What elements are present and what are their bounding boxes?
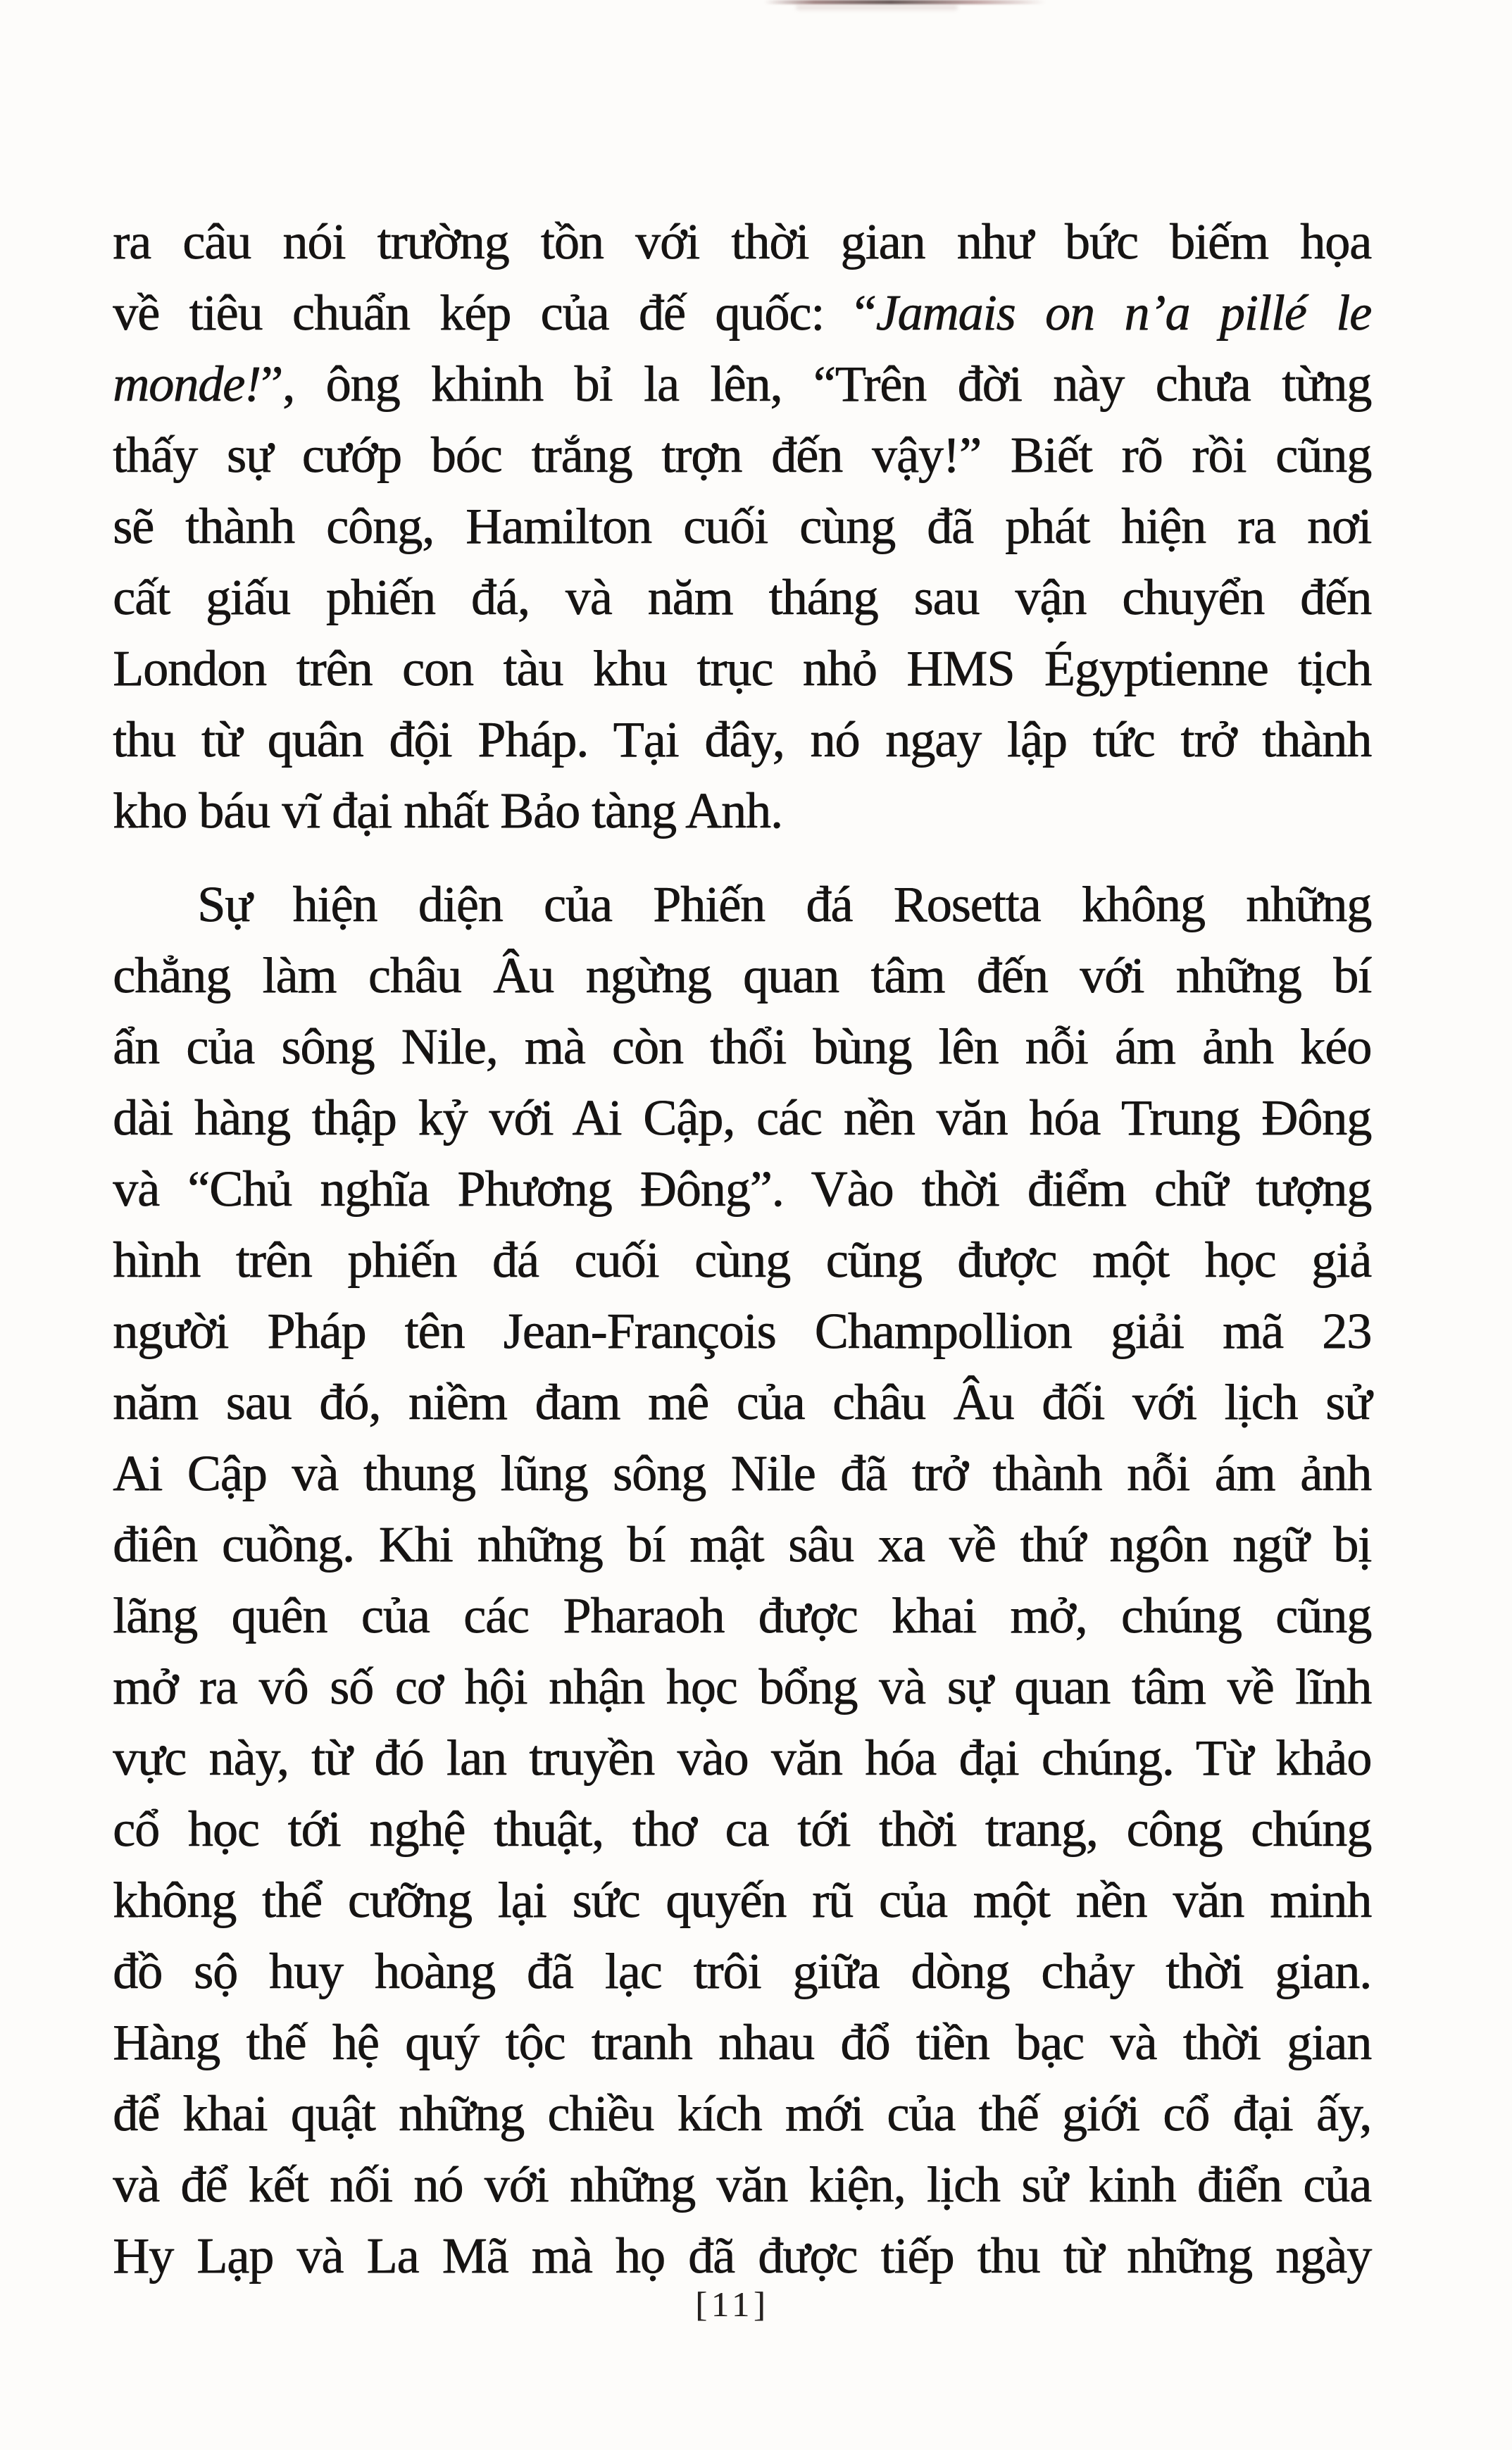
text-segment: thu từ quân đội Pháp. Tại đây, nó ngay lập tức trở thành [113,711,1371,768]
text-segment: Hy Lạp và La Mã mà họ đã được tiếp thu từ những ngày [113,2227,1371,2284]
text-segment: thấy sự cướp bóc trắng trợn đến vậy!” Biết rõ rồi cũng [113,427,1371,483]
text-segment: cổ học tới nghệ thuật, thơ ca tới thời trang, công chúng [113,1801,1371,1857]
text-line [113,1367,1371,1438]
text-line [113,1580,1371,1651]
text-line [113,704,1371,775]
text-line [113,1154,1371,1225]
text-segment: chẳng làm châu Âu ngừng quan tâm đến với những bí [113,947,1371,1004]
text-segment: Ai Cập và thung lũng sông Nile đã trở thành nỗi ám ảnh [113,1445,1371,1501]
body-text [113,206,1371,2292]
text-line [113,1723,1371,1794]
text-line [113,775,1371,846]
text-segment: kho báu vĩ đại nhất Bảo tàng Anh. [113,782,782,839]
text-line [113,1011,1371,1082]
text-line [113,2220,1371,2292]
text-segment: người Pháp tên Jean-François Champollion giải mã 23 [113,1303,1371,1359]
text-segment: về tiêu chuẩn kép của đế quốc: “ [113,285,876,341]
text-segment: hình trên phiến đá cuối cùng cũng được một học giả [113,1232,1371,1288]
text-line [113,277,1371,349]
italic-text-segment: monde! [113,356,261,412]
text-line [113,1296,1371,1367]
text-segment: cất giấu phiến đá, và năm tháng sau vận chuyển đến [113,569,1371,625]
text-segment: và để kết nối nó với những văn kiện, lịch sử kinh điển của [113,2156,1371,2213]
text-line [113,2007,1371,2078]
text-segment: dài hàng thập kỷ với Ai Cập, các nền văn hóa Trung Đông [113,1089,1371,1146]
text-segment: để khai quật những chiều kích mới của thế giới cổ đại ấy, [113,2085,1371,2142]
text-line [113,420,1371,491]
text-segment: mở ra vô số cơ hội nhận học bổng và sự quan tâm về lĩnh [113,1658,1371,1715]
text-segment: ”, ông khinh bỉ la lên, “Trên đời này chưa từng [260,356,1371,412]
text-segment: vực này, từ đó lan truyền vào văn hóa đại chúng. Từ khảo [113,1730,1371,1786]
paragraph [113,206,1371,846]
text-segment: Sự hiện diện của Phiến đá Rosetta không những [197,876,1371,932]
page-number-label: [11] [695,2285,770,2324]
text-line [113,2078,1371,2149]
text-line [113,1438,1371,1509]
text-line [113,491,1371,562]
page-number [0,2284,1465,2325]
text-segment: ra câu nói trường tồn với thời gian như bức biếm họa [113,213,1371,270]
text-line [113,1225,1371,1296]
scan-artifact-top-faint [796,5,958,10]
text-segment: đồ sộ huy hoàng đã lạc trôi giữa dòng chảy thời gian. [113,1943,1371,1999]
text-segment: sẽ thành công, Hamilton cuối cùng đã phát hiện ra nơi [113,498,1371,554]
text-line [113,869,1371,940]
text-line [113,2149,1371,2220]
text-line [113,562,1371,633]
text-line [113,1936,1371,2007]
text-segment: điên cuồng. Khi những bí mật sâu xa về thứ ngôn ngữ bị [113,1516,1371,1573]
text-line [113,1082,1371,1154]
text-line [113,1865,1371,1936]
text-segment: năm sau đó, niềm đam mê của châu Âu đối với lịch sử [113,1374,1371,1430]
text-segment: London trên con tàu khu trục nhỏ HMS Égyptienne tịch [113,640,1371,696]
scan-artifact-top [764,0,1046,4]
text-line [113,633,1371,704]
text-line [113,940,1371,1011]
text-line [113,349,1371,420]
text-segment: không thể cưỡng lại sức quyến rũ của một nền văn minh [113,1872,1371,1928]
text-segment: Hàng thế hệ quý tộc tranh nhau đổ tiền bạc và thời gian [113,2014,1371,2070]
paragraph [113,869,1371,2292]
text-segment: lãng quên của các Pharaoh được khai mở, chúng cũng [113,1587,1371,1644]
text-line [113,1651,1371,1723]
italic-text-segment: Jamais on n’a pillé le [875,285,1371,341]
text-line [113,206,1371,277]
text-line [113,1509,1371,1580]
text-segment: ẩn của sông Nile, mà còn thổi bùng lên nỗi ám ảnh kéo [113,1018,1371,1075]
text-line [113,1794,1371,1865]
text-segment: và “Chủ nghĩa Phương Đông”. Vào thời điểm chữ tượng [113,1161,1371,1217]
